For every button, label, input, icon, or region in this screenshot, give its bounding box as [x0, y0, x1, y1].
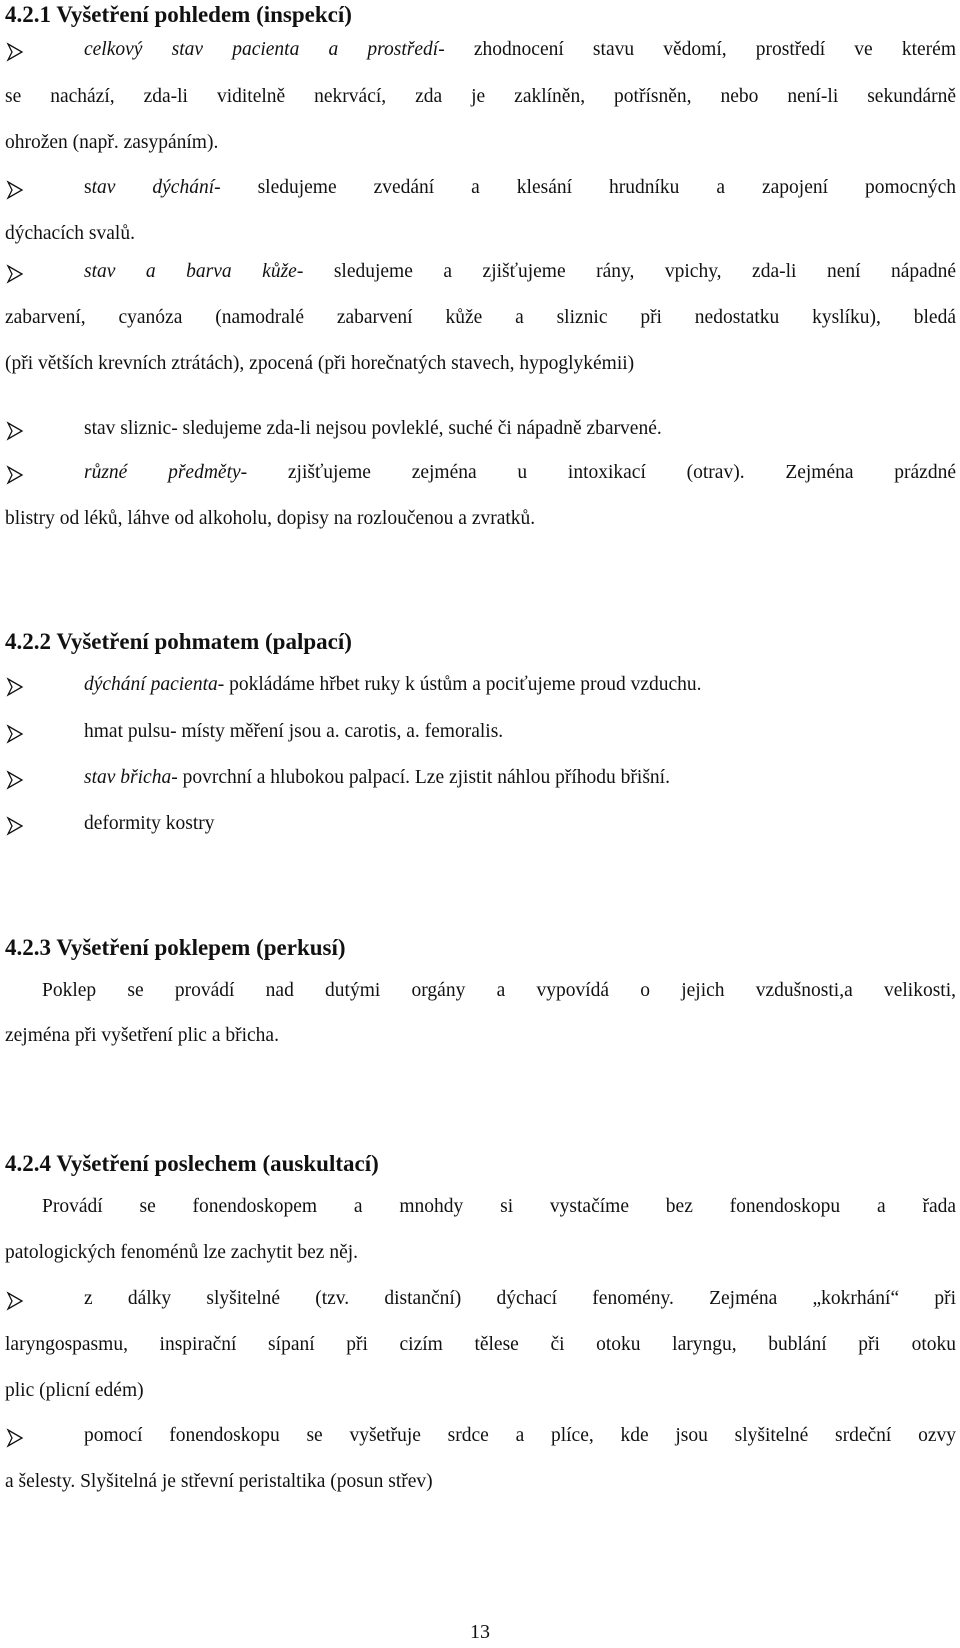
list-item-text: deformity kostry	[84, 813, 215, 834]
list-item-text: - zhodnocení stavu vědomí, prostředí ve kterém	[438, 39, 956, 60]
heading-palpation: 4.2.2 Vyšetření pohmatem (palpací)	[5, 629, 352, 654]
paragraph-line: patologických fenoménů lze zachytit bez něj.	[5, 1242, 359, 1263]
arrowhead-bullet-icon	[6, 677, 24, 697]
arrowhead-bullet-icon	[6, 724, 24, 744]
list-item-text: stav sliznic- sledujeme zda-li nejsou povleklé, suché či nápadně zbarvené.	[84, 418, 662, 439]
list-item-text: - sledujeme zvedání a klesání hrudníku a zapojení pomocných	[214, 177, 956, 198]
paragraph-line: plic (plicní edém)	[5, 1380, 144, 1401]
paragraph-line: se nachází, zda-li viditelně nekrvácí, zda je zaklíněn, potřísněn, nebo není-li sekundárně	[5, 86, 956, 107]
list-item-term: různé předměty	[84, 462, 241, 483]
heading-percussion: 4.2.3 Vyšetření poklepem (perkusí)	[5, 935, 346, 960]
list-item-term: celkový stav pacienta a prostředí	[84, 39, 439, 60]
list-item-text: - pokládáme hřbet ruky k ústům a pociťujeme proud vzduchu.	[217, 674, 702, 695]
paragraph-line: blistry od léků, láhve od alkoholu, dopisy na rozloučenou a zvratků.	[5, 508, 536, 529]
paragraph-line: dýchacích svalů.	[5, 223, 135, 244]
list-item-term: stav břicha	[84, 767, 172, 788]
list-item-term: dýchání pacienta	[84, 674, 218, 695]
list-item-text: - zjišťujeme zejména u intoxikací (otrav). Zejména prázdné	[240, 462, 956, 483]
paragraph-line: zejména při vyšetření plic a břicha.	[5, 1025, 279, 1046]
paragraph-line: (při větších krevních ztrátách), zpocená (při horečnatých stavech, hypoglykémii)	[5, 353, 635, 374]
list-item-term: tav dýchání	[91, 177, 215, 198]
paragraph-line: ohrožen (např. zasypáním).	[5, 132, 219, 153]
paragraph-line: laryngospasmu, inspirační sípaní při cizím tělese či otoku laryngu, bublání při otoku	[5, 1334, 956, 1355]
arrowhead-bullet-icon	[6, 1291, 24, 1311]
arrowhead-bullet-icon	[6, 465, 24, 485]
arrowhead-bullet-icon	[6, 1428, 24, 1448]
arrowhead-bullet-icon	[6, 264, 24, 284]
list-item-text: hmat pulsu- místy měření jsou a. carotis, a. femoralis.	[84, 721, 504, 742]
page-number: 13	[470, 1621, 490, 1643]
arrowhead-bullet-icon	[6, 770, 24, 790]
list-item-text: - povrchní a hlubokou palpací. Lze zjistit náhlou příhodu břišní.	[171, 767, 670, 788]
list-item-text: pomocí fonendoskopu se vyšetřuje srdce a plíce, kde jsou slyšitelné srdeční ozvy	[84, 1425, 956, 1446]
arrowhead-bullet-icon	[6, 421, 24, 441]
list-item-term: stav a barva kůže	[84, 261, 297, 282]
paragraph-line: zabarvení, cyanóza (namodralé zabarvení kůže a sliznic při nedostatku kyslíku), bledá	[5, 307, 956, 328]
arrowhead-bullet-icon	[6, 42, 24, 62]
arrowhead-bullet-icon	[6, 180, 24, 200]
paragraph-line: a šelesty. Slyšitelná je střevní peristaltika (posun střev)	[5, 1471, 433, 1492]
list-item-text: - sledujeme a zjišťujeme rány, vpichy, zda-li není nápadné	[296, 261, 956, 282]
list-item-text: z dálky slyšitelné (tzv. distanční) dýchací fenomény. Zejména „kokrhání“ při	[84, 1288, 956, 1309]
heading-inspection: 4.2.1 Vyšetření pohledem (inspekcí)	[5, 2, 352, 27]
heading-auscultation: 4.2.4 Vyšetření poslechem (auskultací)	[5, 1151, 379, 1176]
arrowhead-bullet-icon	[6, 816, 24, 836]
